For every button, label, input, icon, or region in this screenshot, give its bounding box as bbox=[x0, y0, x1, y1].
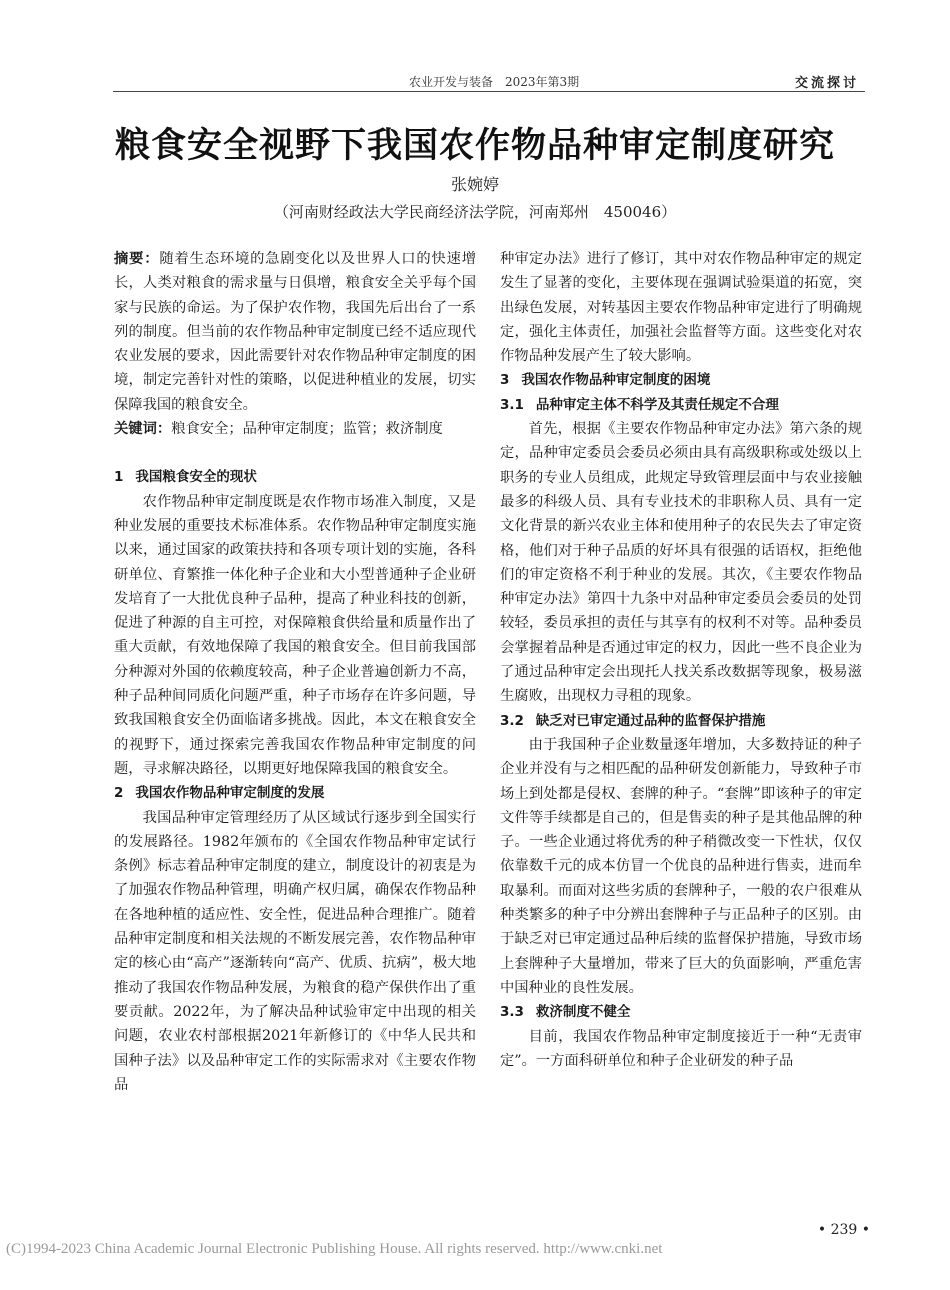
copyright-line: (C)1994-2023 China Academic Journal Electronic Publishing House. All rights reserved. http://www.cnki.net bbox=[6, 1241, 663, 1257]
section-3-1-paragraph: 首先，根据《主要农作物品种审定办法》第六条的规定，品种审定委员会委员必须由具有高级职称或处级以上职务的专业人员组成，此规定导致管理层面中与农业接触最多的科级人员、具有专业技术的非职称人员、具有一定文化背景的新兴农业主体和使用种子的农民失去了审定资格，他们对于种子品质的好坏具有很强的话语权，拒绝他们的审定资格不利于种业的发展。其次，《主要农作物品种审定办法》第四十九条中对品种审定委员会委员的处罚较轻，委员承担的责任与其享有的权利不对等。品种委员会掌握着品种是否通过审定的权力，因此一些不良企业为了通过品种审定会出现托人找关系改数据等现象，极易滋生腐败，出现权力寻租的现象。 bbox=[500, 421, 862, 705]
keywords-label: 关键词： bbox=[114, 421, 172, 438]
section-3-2-paragraph: 由于我国种子企业数量逐年增加，大多数持证的种子企业并没有与之相匹配的品种研发创新能力，导致种子市场上到处都是侵权、套牌的种子。“套牌”即该种子的审定文件等手续都是自己的，但是售卖的种子是其他品牌的种子。一些企业通过将优秀的种子稍微改变一下性状，仅仅依靠数千元的成本仿冒一个优良的品种进行售卖，进而牟取暴利。而面对这些劣质的套牌种子，一般的农户很难从种类繁多的种子中分辨出套牌种子与正品种子的区别。由于缺乏对已审定通过品种后续的监督保护措施，导致市场上套牌种子大量增加，带来了巨大的负面影响，严重危害中国种业的良性发展。 bbox=[500, 736, 862, 996]
section-3-heading: 3 我国农作物品种审定制度的困境 bbox=[500, 372, 711, 389]
page-number: • 239 • bbox=[817, 1222, 870, 1238]
section-1-paragraph: 农作物品种审定制度既是农作物市场准入制度，又是种业发展的重要技术标准体系。农作物品种审定制度实施以来，通过国家的政策扶持和各项专项计划的实施，各科研单位、育繁推一体化种子企业和大小型普通种子企业研发培育了一大批优良种子品种，提高了种业科技的创新，促进了种源的自主可控，对保障粮食供给量和质量作出了重大贡献，有效地保障了我国的粮食安全。但目前我国部分种源对外国的依赖度较高，种子企业普遍创新力不高，种子品种间同质化问题严重，种子市场存在许多问题，导致我国粮食安全仍面临诸多挑战。因此，本文在粮食安全的视野下，通过探索完善我国农作物品种审定制度的问题，寻求解决路径，以期更好地保障我国的粮食安全。 bbox=[114, 493, 476, 777]
header-rule bbox=[113, 91, 865, 92]
section-2-continuation: 种审定办法》进行了修订，其中对农作物品种审定的规定发生了显著的变化，主要体现在强调试验渠道的拓宽，突出绿色发展，对转基因主要农作物品种审定进行了明确规定，强化主体责任，加强社会监督等方面。这些变化对农作物品种发展产生了较大影响。 bbox=[500, 251, 862, 365]
abstract-label: 摘要： bbox=[114, 251, 160, 267]
section-3-3-heading: 3.3 救济制度不健全 bbox=[500, 1004, 631, 1021]
column-name: 交流探讨 bbox=[794, 76, 859, 91]
right-column bbox=[500, 247, 862, 1073]
abstract-text: 随着生态环境的急剧变化以及世界人口的快速增长，人类对粮食的需求量与日俱增，粮食安全关乎每个国家与民族的命运。为了保护农作物，我国先后出台了一系列的制度。但当前的农作物品种审定制度已经不适应现代农业发展的要求，因此需要针对农作物品种审定制度的困境，制定完善针对性的策略，以促进种植业的发展，切实保障我国的粮食安全。 bbox=[114, 251, 477, 413]
section-1-heading: 1 我国粮食安全的现状 bbox=[114, 469, 257, 486]
article-title: 粮食安全视野下我国农作物品种审定制度研究 bbox=[114, 125, 835, 166]
journal-issue: 农业开发与装备 2023年第3期 bbox=[409, 75, 580, 89]
section-3-2-heading: 3.2 缺乏对已审定通过品种的监督保护措施 bbox=[500, 712, 766, 729]
running-header bbox=[113, 73, 865, 91]
author: 张婉婷 bbox=[450, 175, 499, 194]
keywords-text: 粮食安全；品种审定制度；监管；救济制度 bbox=[171, 421, 443, 438]
section-2-heading: 2 我国农作物品种审定制度的发展 bbox=[114, 785, 325, 802]
abstract bbox=[114, 247, 476, 417]
left-column bbox=[114, 247, 476, 1097]
section-2-paragraph: 我国品种审定管理经历了从区域试行逐步到全国实行的发展路径。1982年颁布的《全国农作物品种审定试行条例》标志着品种审定制度的建立，制度设计的初衷是为了加强农作物品种管理，明确产权归属，确保农作物品种在各地种植的适应性、安全性，促进品种合理推广。随着品种审定制度和相关法规的不断发展完善，农作物品种审定的核心由“高产”逐渐转向“高产、优质、抗病”，极大地推动了我国农作物品种发展，为粮食的稳产保供作出了重要贡献。2022年，为了解决品种试验审定中出现的相关问题，农业农村部根据2021年新修订的《中华人民共和国种子法》以及品种审定工作的实际需求对《主要农作物品 bbox=[114, 809, 476, 1093]
section-3-3-paragraph: 目前，我国农作物品种审定制度接近于一种“无责审定”。一方面科研单位和种子企业研发的种子品 bbox=[500, 1028, 862, 1069]
section-3-1-heading: 3.1 品种审定主体不科学及其责任规定不合理 bbox=[500, 396, 779, 413]
keywords bbox=[114, 417, 476, 441]
affiliation: （河南财经政法大学民商经济法学院，河南郑州 450046） bbox=[273, 203, 677, 221]
